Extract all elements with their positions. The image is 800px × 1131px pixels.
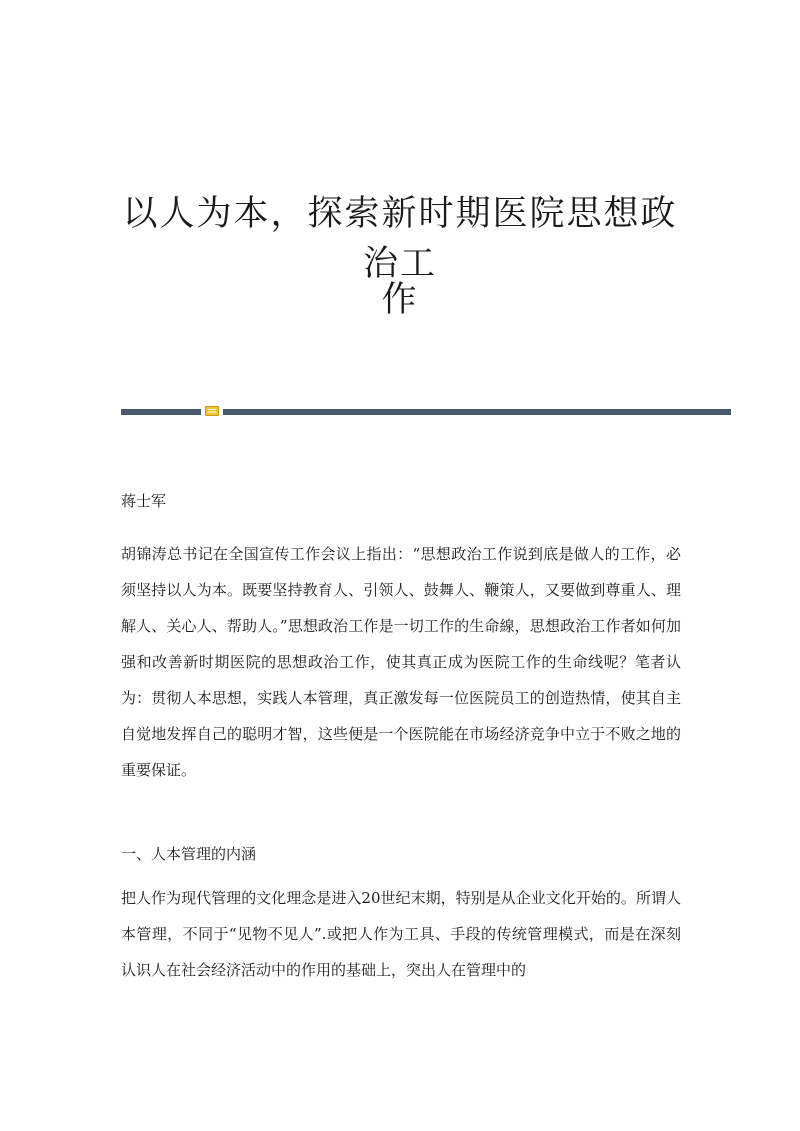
document-icon <box>205 406 219 416</box>
divider-bar-right <box>223 409 731 415</box>
body-paragraph-1: 胡锦涛总书记在全国宣传工作会议上指出：“思想政治工作说到底是做人的工作，必须坚持以人为本。既要坚持教育人、引领人、鼓舞人、鞭策人，又要做到尊重人、理解人、关心人、帮助人。”思想政治工作是一切工作的生命線，思想政治工作者如何加强和改善新时期医院的思想政治工作，使其真正成为医院工作的生命线呢？笔者认为：贯彻人本思想，实践人本管理，真正激发每一位医院员工的创造热情，使其自主自觉地发挥自己的聪明才智，这些便是一个医院能在市场经济竞争中立于不败之地的重要保证。 <box>121 545 681 779</box>
section-heading-1: 一、人本管理的内涵 <box>121 845 257 863</box>
author-name: 蒋士军 <box>121 492 167 510</box>
document-title-line2: 作 <box>381 280 419 320</box>
body-paragraph-2: 把人作为现代管理的文化理念是进入20世纪末期，特别是从企业文化开始的。所谓人本管理，不同于“见物不见人”.或把人作为工具、手段的传统管理模式，而是在深刻认识人在社会经济活动中的作用的基础上，突出人在管理中的 <box>121 889 681 979</box>
document-title-line1: 以人为本，探索新时期医院思想政治工 <box>122 194 678 284</box>
title-divider <box>121 406 731 418</box>
divider-bar-left <box>121 409 201 415</box>
